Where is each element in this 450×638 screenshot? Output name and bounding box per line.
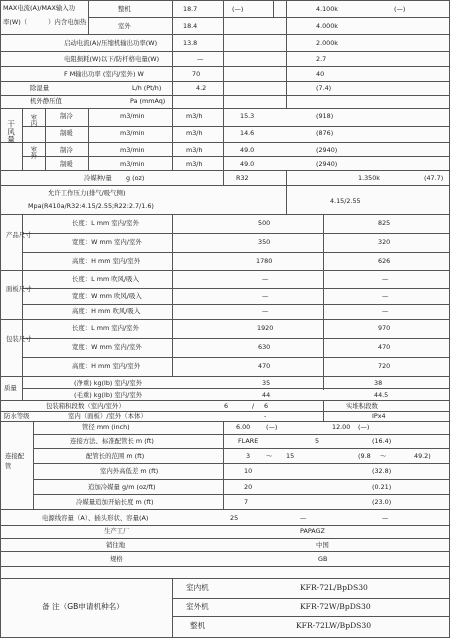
panel-height-out: — xyxy=(382,307,389,315)
panel-width-in: — xyxy=(262,292,269,300)
product-height-out: 626 xyxy=(378,257,391,265)
airflow-outdoor-cool: 制冷 xyxy=(60,146,73,154)
protection-out: IPx4 xyxy=(372,412,386,420)
factory-value: PAPAGZ xyxy=(300,527,325,535)
pipe-diameter-small-in: (—) xyxy=(266,423,278,431)
net-weight-in: 35 xyxy=(262,379,271,387)
model-note-label: 备 注（GB申请机种名） xyxy=(42,602,124,611)
airflow-v2-r1: (918) xyxy=(316,112,334,120)
product-width-in: 350 xyxy=(258,238,271,246)
pressure-label-1: 允许工作压力(排气/吸气侧) xyxy=(48,189,126,197)
package-size-label: 包装尺寸 xyxy=(6,335,32,343)
max-current-label-a: MAX电流(A)/MAX输入功 xyxy=(3,4,75,12)
whole-model-value: KFR-72LW/BpDS30 xyxy=(296,621,372,630)
packing-slash: / xyxy=(252,402,255,410)
airflow-unit-h2: m3/h xyxy=(186,129,203,137)
airflow-group-label: 干风量 xyxy=(6,120,16,143)
product-width-out: 320 xyxy=(378,238,391,246)
product-width-label: 宽度：W mm 室内/室外 xyxy=(72,238,142,246)
max-current-label-b: 率(W)（ xyxy=(3,18,28,26)
gross-weight-out: 44.5 xyxy=(374,391,389,399)
start-current-label: 启动电流(A)/压缩机输出功率(W) xyxy=(64,39,158,47)
pipe-range-min-ft: (9.8 xyxy=(358,452,371,460)
panel-length-in: — xyxy=(262,275,269,283)
height-diff-label: 室内外高低差 m (ft) xyxy=(100,467,159,475)
airflow-v2-r4: (2940) xyxy=(316,160,338,168)
panel-height-label: 高度：H mm 吹风/吸入 xyxy=(72,307,141,315)
refrigerant-unit: g (oz) xyxy=(126,174,145,182)
pipe-diameter-label: 管径 mm (inch) xyxy=(82,423,130,431)
airflow-unit-4: m3/min xyxy=(120,160,145,168)
plug-capacity: — xyxy=(382,514,389,522)
package-height-in: 470 xyxy=(258,362,271,370)
extra-refrigerant: 20 xyxy=(244,483,253,491)
standard-label: 规格 xyxy=(110,555,123,563)
connection-method-label: 连接方法、标准配管长 m (ft) xyxy=(70,437,154,445)
pipe-range-max: 15 xyxy=(286,452,295,460)
product-height-in: 1780 xyxy=(256,257,273,265)
max-power-value: 4.100k xyxy=(316,5,338,13)
sub-outdoor: 室外 xyxy=(118,22,131,30)
connection-method: FLARE xyxy=(238,437,259,445)
standard-pipe-length: 5 xyxy=(315,437,320,445)
sales-region-value: 中国 xyxy=(316,541,329,549)
airflow-v1-r1: 15.3 xyxy=(240,112,255,120)
panel-size-label: 面板尺寸 xyxy=(6,285,32,293)
airflow-unit-3: m3/min xyxy=(120,146,145,154)
compressor-output-value: 2.000k xyxy=(316,39,338,47)
max-power-paren: (—) xyxy=(394,5,406,13)
pipe-range-min: 3 xyxy=(246,452,251,460)
pipe-diameter-large: 12.00 xyxy=(332,423,351,431)
pipe-diameter-large-in: (—) xyxy=(358,423,370,431)
fm-output-outdoor: 40 xyxy=(316,70,325,78)
factory-label: 生产工厂 xyxy=(104,527,130,535)
extra-start-length-ft: (23.0) xyxy=(372,498,392,506)
max-current-label-c: ）内含电加热 xyxy=(48,18,87,26)
product-height-label: 高度：H mm 室内/室外 xyxy=(72,257,141,265)
airflow-v1-r3: 49.0 xyxy=(240,146,255,154)
dehumid-unit: L/h (Pt/h) xyxy=(132,84,162,92)
start-current-value: 13.8 xyxy=(183,39,198,47)
packing-label: 包装箱积段数（室内/室外） xyxy=(46,402,125,410)
refrigerant-amount: 1.350k xyxy=(358,174,380,182)
airflow-indoor-heat: 制暖 xyxy=(60,129,73,137)
airflow-v1-r2: 14.6 xyxy=(240,129,255,137)
standard-value: GB xyxy=(318,555,328,563)
extra-start-length-label: 冷媒量追加开始长度 m (ft) xyxy=(76,498,154,506)
panel-width-out: — xyxy=(382,292,389,300)
extra-refrigerant-label: 追加冷媒量 g/m (oz/ft) xyxy=(88,483,156,491)
static-pressure-unit: Pa (mmAq) xyxy=(130,97,166,105)
pressure-label-2: Mpa(R410a/R32:4.15/2.55;R22:2.7/1.6) xyxy=(28,202,154,210)
refrigerant-amount-oz: (47.7) xyxy=(424,174,444,182)
power-cord-label: 电源线容量（A）、插头形状、容量(A) xyxy=(42,514,149,522)
packing-out: 6 xyxy=(264,402,269,410)
package-length-out: 970 xyxy=(378,324,391,332)
weight-label: 质量 xyxy=(4,384,17,392)
airflow-unit-1: m3/min xyxy=(120,112,145,120)
sub-whole: 整机 xyxy=(118,5,131,13)
standby-power-value: 2.7 xyxy=(316,55,327,63)
fm-output-label: F M输出功率 (室内/室外) W xyxy=(64,70,144,78)
airflow-indoor-cool: 制冷 xyxy=(60,112,73,120)
panel-length-label: 长度：L mm 吹风/吸入 xyxy=(72,275,139,283)
piping-group-label: 连接配管 xyxy=(5,452,25,470)
sales-region-label: 销往地 xyxy=(106,541,126,549)
pipe-range-label: 配管长的范围 m (ft) xyxy=(86,452,145,460)
airflow-outdoor-heat: 制暖 xyxy=(60,160,73,168)
pipe-diameter-small: 6.00 xyxy=(236,423,251,431)
pressure-value: 4.15/2.55 xyxy=(330,197,361,205)
product-length-in: 500 xyxy=(258,219,271,227)
plug-shape: — xyxy=(300,514,307,522)
outdoor-model-label: 室外机 xyxy=(186,602,209,611)
package-width-out: 470 xyxy=(378,343,391,351)
airflow-unit-2: m3/min xyxy=(120,129,145,137)
net-weight-out: 38 xyxy=(374,379,383,387)
whole-model-label: 整机 xyxy=(190,621,206,630)
pipe-range-dash-ft: ～ xyxy=(380,452,387,460)
package-height-out: 720 xyxy=(378,362,391,370)
height-diff: 10 xyxy=(244,467,253,475)
max-current-paren: (—) xyxy=(232,5,244,13)
airflow-unit-h1: m3/h xyxy=(186,112,203,120)
power-cord-capacity: 25 xyxy=(230,514,239,522)
outdoor-current-value: 18.4 xyxy=(183,22,198,30)
pipe-range-dash: ～ xyxy=(266,452,273,460)
gross-weight-in: 44 xyxy=(262,391,271,399)
product-length-out: 825 xyxy=(378,219,391,227)
indoor-model-label: 室内机 xyxy=(186,583,209,592)
package-length-in: 1920 xyxy=(257,324,274,332)
outdoor-model-value: KFR-72W/BpDS30 xyxy=(300,602,371,611)
protection-label: 防水等级 xyxy=(4,412,30,420)
standard-pipe-length-ft: (16.4) xyxy=(372,437,392,445)
fm-output-indoor: 70 xyxy=(192,70,201,78)
package-width-in: 630 xyxy=(258,343,271,351)
refrigerant-label: 冷媒种/量 xyxy=(84,174,112,182)
dehumid-label: 除湿量 xyxy=(30,84,50,92)
airflow-indoor-label: 室内 xyxy=(29,114,38,127)
package-height-label: 高度：H mm 室内/室外 xyxy=(72,362,141,370)
airflow-outdoor-label: 室外 xyxy=(29,146,38,159)
refrigerant-type: R32 xyxy=(236,174,249,182)
panel-width-label: 宽度：W mm 吹风/吸入 xyxy=(72,292,142,300)
resistance-loss-label: 电阻损耗(W)以下/防杆格电量(W) xyxy=(64,55,160,63)
static-pressure-label: 机外静压值 xyxy=(30,97,62,105)
resistance-loss-value: — xyxy=(197,55,204,63)
package-width-label: 宽度：W mm 室内/室外 xyxy=(72,343,142,351)
stack-layers-label: 实堆积段数 xyxy=(346,402,378,410)
packing-in: 6 xyxy=(224,402,229,410)
airflow-unit-h4: m3/h xyxy=(186,160,203,168)
max-current-value: 18.7 xyxy=(183,5,198,13)
pipe-range-max-ft: 49.2) xyxy=(414,452,431,460)
airflow-v1-r4: 49.0 xyxy=(240,160,255,168)
protection-in: - xyxy=(264,412,267,420)
product-length-label: 长度：L mm 室内/室外 xyxy=(72,219,139,227)
product-size-label: 产品尺寸 xyxy=(6,231,32,239)
extra-start-length: 7 xyxy=(244,498,249,506)
height-diff-ft: (32.8) xyxy=(372,467,392,475)
package-length-label: 长度：L mm 室内/室外 xyxy=(72,324,139,332)
panel-height-in: — xyxy=(262,307,269,315)
net-weight-label: (净重) kg(lb) 室内/室外 xyxy=(74,379,143,387)
protection-sub: 室内（面板）/室外（本体） xyxy=(68,412,147,420)
dehumid-value: 4.2 xyxy=(196,84,207,92)
panel-length-out: — xyxy=(382,275,389,283)
indoor-model-value: KFR-72L/BpDS30 xyxy=(300,583,368,592)
dehumid-pt: (7.4) xyxy=(316,84,332,92)
airflow-unit-h3: m3/h xyxy=(186,146,203,154)
airflow-v2-r2: (876) xyxy=(316,129,334,137)
airflow-v2-r3: (2940) xyxy=(316,146,338,154)
extra-refrigerant-oz: (0.21) xyxy=(372,483,392,491)
gross-weight-label: (毛重) kg(lb) 室内/室外 xyxy=(74,391,143,399)
outdoor-power-value: 4.000k xyxy=(316,22,338,30)
